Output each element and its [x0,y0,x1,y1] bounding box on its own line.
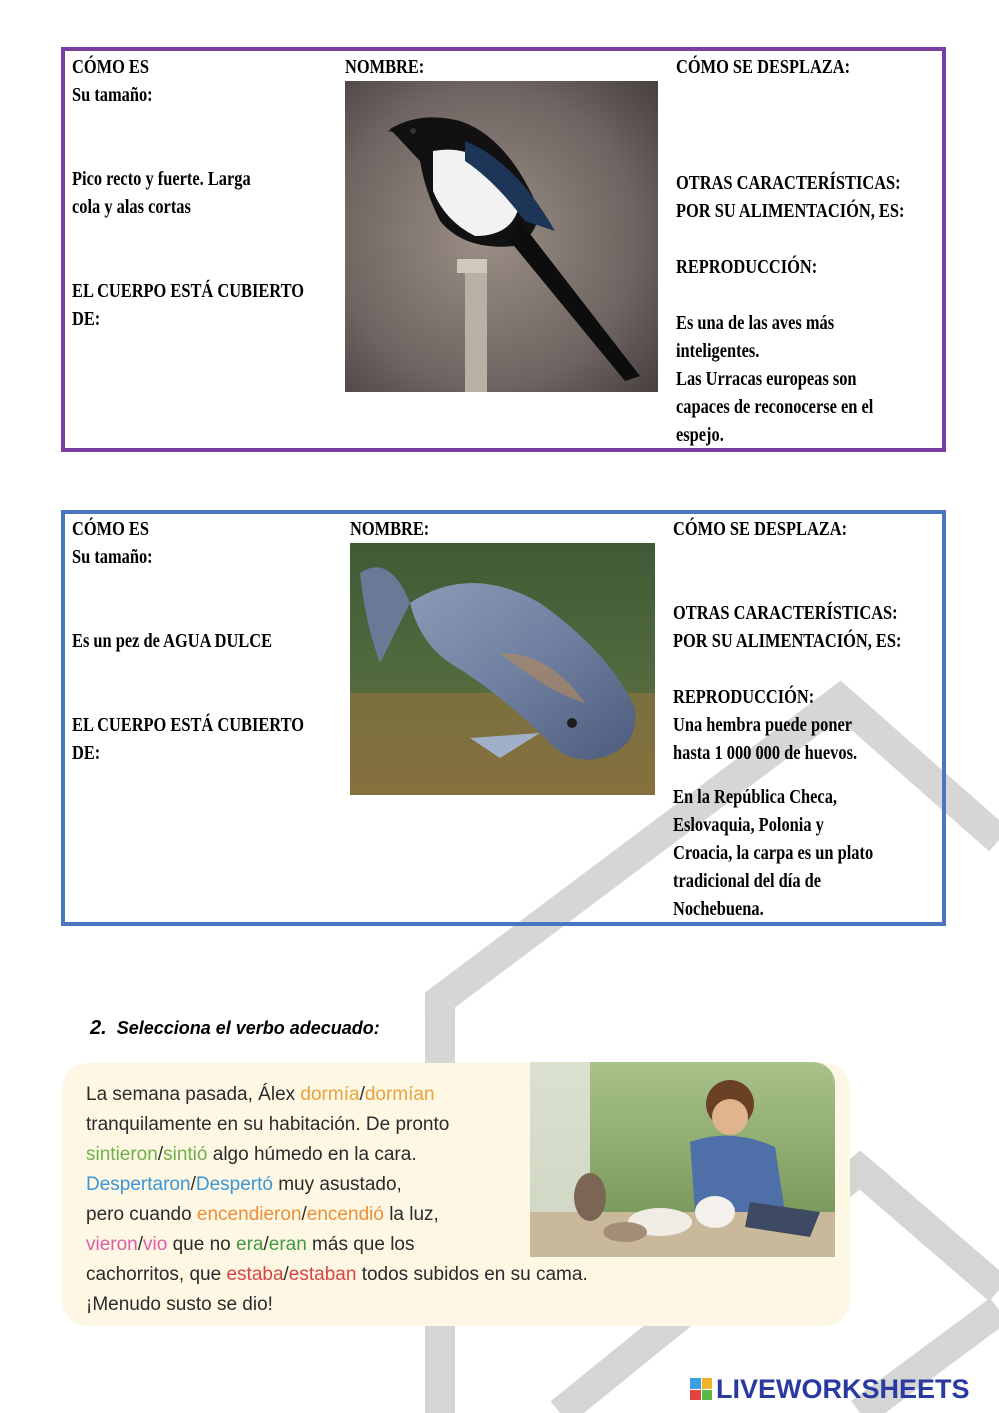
option-separator: / [137,1234,144,1255]
card1-heading-como-es: CÓMO ES [72,56,150,78]
carp-photo [350,543,655,795]
exercise-instruction: Selecciona el verbo adecuado: [116,1018,380,1038]
card2-fact-line: tradicional del día de [673,870,822,892]
option-separator: / [190,1174,196,1195]
story-text-fragment: muy asustado, [272,1174,402,1195]
card1-body-cover-label: DE: [72,308,101,330]
story-text-fragment: todos subidos en su cama. [356,1264,588,1285]
card1-fact-line: espejo. [676,424,724,446]
card1-description-line: cola y alas cortas [72,196,191,218]
story-text-fragment: ¡Menudo susto se dio! [86,1294,273,1315]
logo-text: LIVEWORKSHEETS [716,1373,970,1404]
verb-option-vieron[interactable]: vieron [86,1234,138,1255]
verb-option-estaba[interactable]: estaba [226,1264,284,1285]
story-text-fragment: más que los [306,1234,415,1255]
card2-repro-text: hasta 1 000 000 de huevos. [673,742,858,764]
story-text-fragment: tranquilamente en su habitación. De pronto [86,1114,450,1135]
option-separator: / [301,1204,307,1225]
story-text-fragment: que no [167,1234,236,1255]
verb-option-vio[interactable]: vio [143,1234,168,1255]
card1-fact-line: Las Urracas europeas son [676,368,857,390]
verb-option-eran[interactable]: eran [268,1234,307,1255]
card2-repro-text: Una hembra puede poner [673,714,853,736]
option-separator: / [283,1264,289,1285]
card1-repro-label: REPRODUCCIÓN: [676,256,818,278]
card1-fact-line: Es una de las aves más [676,312,835,334]
story-text [86,1080,686,1320]
liveworksheets-logo[interactable] [690,1372,970,1406]
option-separator: / [157,1144,164,1165]
card2-body-cover-label: EL CUERPO ESTÁ CUBIERTO [72,714,304,736]
card2-fact-line: Eslovaquia, Polonia y [673,814,824,836]
verb-option-dormian[interactable]: dormían [364,1084,435,1105]
card2-name-label: NOMBRE: [350,518,430,540]
card1-body-cover-label: EL CUERPO ESTÁ CUBIERTO [72,280,304,302]
card2-fact-line: Croacia, la carpa es un plato [673,842,874,864]
exercise-title [90,1017,380,1040]
verb-option-dormia[interactable]: dormía [300,1084,360,1105]
card2-repro-label: REPRODUCCIÓN: [673,686,815,708]
verb-option-era[interactable]: era [236,1234,264,1255]
verb-option-sintio[interactable]: sintió [163,1144,208,1165]
card2-heading-como-es: CÓMO ES [72,518,150,540]
card2-left-column [72,515,304,767]
card2-description: Es un pez de AGUA DULCE [72,630,273,652]
verb-option-despertaron[interactable]: Despertaron [86,1174,191,1195]
verb-option-encendio[interactable]: encendió [306,1204,384,1225]
verb-option-desperto[interactable]: Despertó [195,1174,273,1195]
card2-food-label: POR SU ALIMENTACIÓN, ES: [673,630,902,652]
option-separator: / [359,1084,365,1105]
card2-movement-label: CÓMO SE DESPLAZA: [673,518,848,540]
logo-badge-icon [690,1378,712,1400]
card1-description-line: Pico recto y fuerte. Larga [72,168,251,190]
card1-movement-label: CÓMO SE DESPLAZA: [676,56,851,78]
card1-size-label: Su tamaño: [72,84,153,106]
card2-right-column [673,515,901,923]
card1-food-label: POR SU ALIMENTACIÓN, ES: [676,200,905,222]
story-text-fragment: pero cuando [86,1204,197,1225]
story-text-fragment: cachorritos, que [86,1264,227,1285]
story-text-fragment: la luz, [383,1204,439,1225]
card2-body-cover-label: DE: [72,742,101,764]
card1-left-column [72,53,304,333]
story-text-fragment: La semana pasada, Álex [86,1084,301,1105]
story-text-fragment: algo húmedo en la cara. [207,1144,417,1165]
card2-size-label: Su tamaño: [72,546,153,568]
card2-other-label: OTRAS CARACTERÍSTICAS: [673,602,898,624]
card1-fact-line: inteligentes. [676,340,760,362]
card2-fact-line: Nochebuena. [673,898,764,920]
card1-right-column [676,53,904,449]
exercise-number: 2. [90,1017,107,1039]
card1-fact-line: capaces de reconocerse en el [676,396,874,418]
option-separator: / [263,1234,269,1255]
card1-name-label: NOMBRE: [345,56,425,78]
card1-other-label: OTRAS CARACTERÍSTICAS: [676,172,901,194]
verb-option-encendieron[interactable]: encendieron [196,1204,302,1225]
verb-option-estaban[interactable]: estaban [288,1264,357,1285]
magpie-photo [345,81,658,392]
card2-fact-line: En la República Checa, [673,786,838,808]
verb-option-sintieron[interactable]: sintieron [86,1144,158,1165]
